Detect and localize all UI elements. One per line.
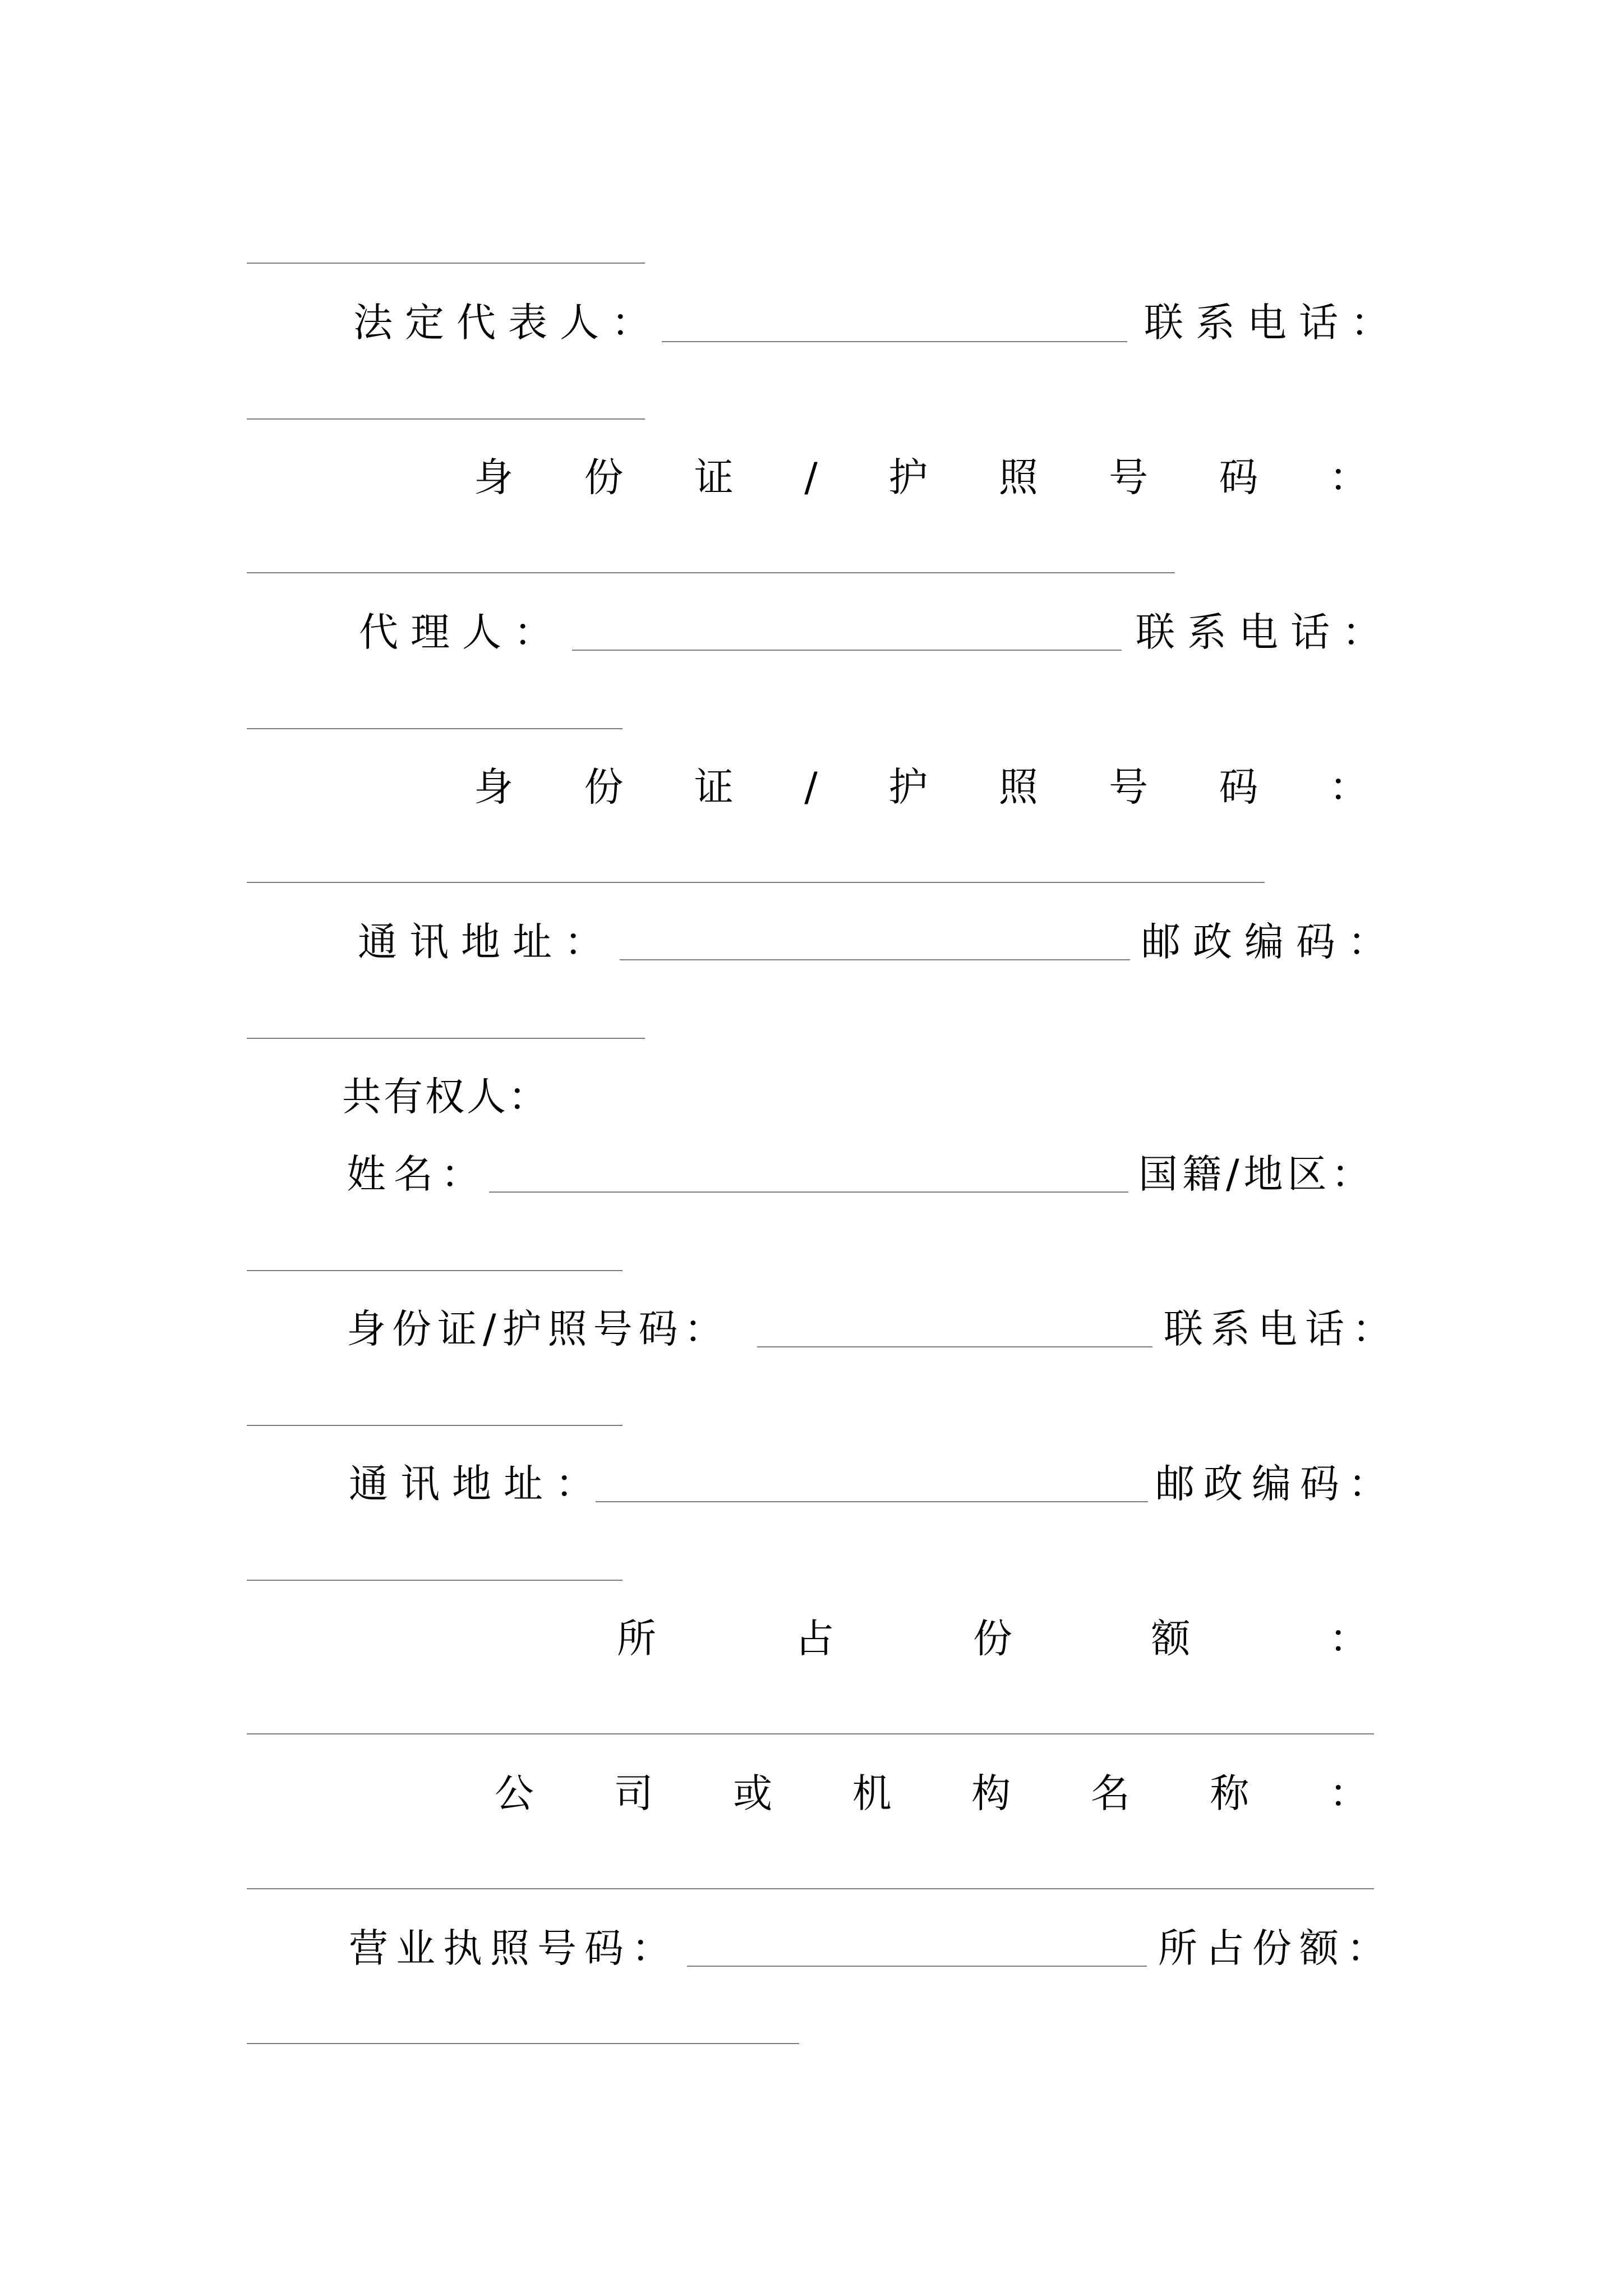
id-char: / [804, 764, 818, 810]
co-owner-postcode-label: 邮政编码： [1155, 1461, 1396, 1507]
co-owner-postcode-field[interactable] [247, 1580, 623, 1581]
share-char: 占 [795, 1616, 834, 1662]
id-char: 份 [584, 764, 624, 810]
share-char: 份 [973, 1616, 1012, 1662]
legal-rep-name-field-tail[interactable] [247, 263, 645, 264]
id-char: 码 [1219, 454, 1258, 500]
id-char: 照 [998, 454, 1038, 500]
postcode-field[interactable] [247, 1038, 645, 1039]
id-char: 号 [1109, 454, 1149, 500]
id-char: ： [1329, 764, 1368, 810]
share-char: ： [1329, 1616, 1368, 1662]
co-owner-share-field[interactable] [247, 1733, 1374, 1734]
company-license-label: 营业执照号码： [349, 1925, 679, 1971]
company-license-field[interactable] [687, 1966, 1147, 1967]
id-char: / [804, 454, 818, 500]
co-owner-phone-label: 联系电话： [1164, 1306, 1399, 1352]
id-char: 码 [1219, 764, 1258, 810]
company-share-label: 所占份额： [1158, 1925, 1394, 1971]
agent-name-field[interactable] [572, 650, 1122, 651]
company-char: 司 [614, 1770, 653, 1816]
co-owner-address-field[interactable] [596, 1501, 1148, 1502]
agent-phone-field[interactable] [247, 728, 623, 729]
legal-rep-label: 法定代表人： [353, 300, 663, 346]
company-char: 或 [733, 1770, 773, 1816]
co-owner-nationality-field[interactable] [247, 1270, 623, 1271]
id-char: 证 [694, 764, 734, 810]
id-char: 身 [474, 454, 513, 500]
co-owner-id-label: 身份证/护照号码： [347, 1306, 730, 1352]
id-char: 照 [998, 764, 1038, 810]
co-owner-id-field[interactable] [757, 1346, 1152, 1347]
legal-rep-id-field[interactable] [247, 572, 1175, 573]
agent-label: 代理人： [359, 609, 565, 655]
co-owner-heading: 共有权人： [342, 1074, 550, 1120]
agent-phone-label: 联系电话： [1136, 609, 1394, 655]
legal-rep-name-field[interactable] [662, 341, 1127, 342]
share-char: 额 [1151, 1616, 1191, 1662]
co-owner-nationality-label: 国籍/地区： [1138, 1151, 1375, 1197]
co-owner-address-label: 通讯地址： [349, 1461, 607, 1507]
agent-id-label [474, 764, 1368, 810]
id-char: ： [1329, 454, 1368, 500]
company-char: 名 [1090, 1770, 1130, 1816]
id-char: 号 [1109, 764, 1149, 810]
postcode-label: 邮政编码： [1141, 919, 1399, 965]
company-char: 机 [852, 1770, 892, 1816]
id-char: 护 [888, 764, 928, 810]
co-owner-share-label [617, 1616, 1368, 1662]
address-field[interactable] [620, 959, 1130, 960]
company-char: 构 [971, 1770, 1011, 1816]
company-name-label [495, 1770, 1368, 1816]
co-owner-phone-field[interactable] [247, 1425, 623, 1426]
id-char: 护 [888, 454, 928, 500]
id-char: 证 [694, 454, 734, 500]
company-name-field[interactable] [247, 1888, 1374, 1889]
company-char: 公 [495, 1770, 534, 1816]
legal-rep-id-label [474, 454, 1368, 500]
legal-rep-phone-label: 联系电话： [1144, 300, 1402, 346]
agent-id-field[interactable] [247, 882, 1265, 883]
company-char: ： [1329, 1770, 1368, 1816]
share-char: 所 [617, 1616, 656, 1662]
address-label: 通讯地址： [358, 919, 616, 965]
co-owner-name-label: 姓名： [347, 1151, 488, 1197]
company-share-field[interactable] [247, 2043, 799, 2044]
legal-rep-phone-field[interactable] [247, 418, 645, 420]
co-owner-name-field[interactable] [489, 1191, 1128, 1193]
id-char: 身 [474, 764, 513, 810]
company-char: 称 [1210, 1770, 1249, 1816]
id-char: 份 [584, 454, 624, 500]
